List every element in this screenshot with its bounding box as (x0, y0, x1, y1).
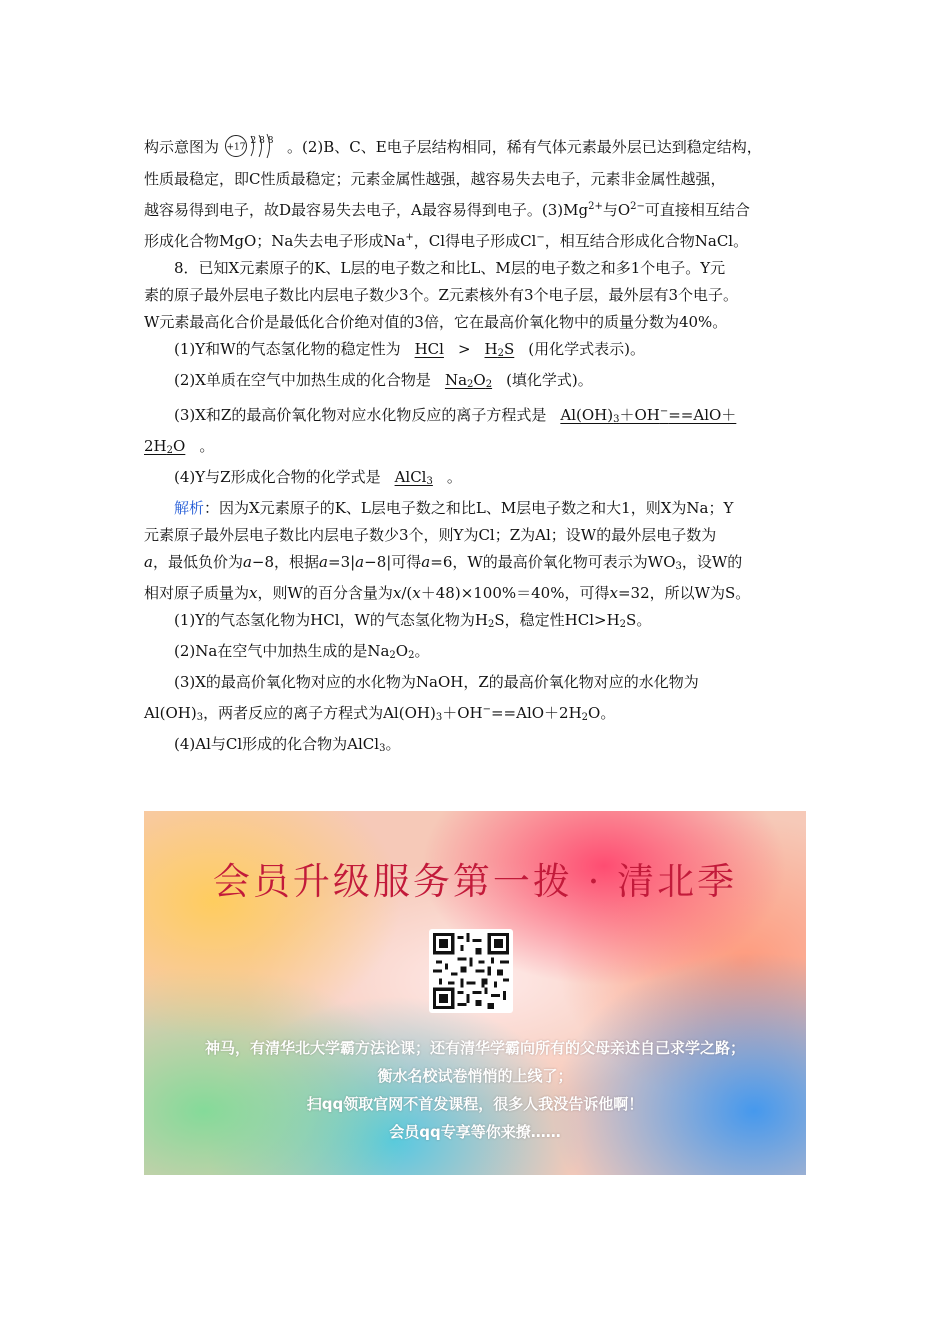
subquestion-1 (144, 336, 816, 367)
paragraph-line: 性质最稳定，即C性质最稳定；元素金属性越强，越容易失去电子，元素非金属性越强， (144, 170, 726, 188)
promo-banner[interactable] (144, 811, 806, 1175)
superscript: 2− (630, 201, 645, 212)
superscript: − (536, 232, 545, 243)
banner-title: 会员升级服务第一拨 · 清北季 (212, 860, 738, 903)
explanation-item-1: (1)Y的气态氢化物为HCl，W的气态氢化物为$H_2S$，稳定性$HCl>H_2S$。 (174, 611, 652, 630)
answer-blank: $Al(OH)_3+OH^-==AlO+$ (560, 406, 737, 425)
text: (用化学式表示)。 (528, 340, 645, 358)
explanation-item-4: (4)Al与Cl形成的化合物为AlCl$_3$。 (174, 735, 401, 754)
text: 越容易得到电子，故D最容易失去电子，A最容易得到电子。 (144, 201, 542, 219)
subquestion-3-cont (144, 433, 816, 464)
paragraph-line (144, 193, 816, 224)
text: (3)X和Z的最高价氧化物对应水化物反应的离子方程式是 (174, 406, 547, 424)
shell-electrons: 2 8 8 (250, 136, 274, 146)
text: 构示意图为 (144, 138, 220, 156)
text: 。 (199, 437, 215, 455)
nucleus-label: +17 (226, 142, 246, 153)
text: (1)Y和W的气态氢化物的稳定性为 (174, 340, 401, 358)
text: ，相互结合形成化合物NaCl。 (544, 232, 749, 250)
text: 。 (446, 468, 462, 486)
explanation-line (144, 495, 816, 522)
answer-blank: $Na_2O_2$ (444, 371, 493, 390)
text: ，Cl得电子形成Cl (413, 232, 537, 250)
answer-blank: HCl (414, 340, 444, 358)
banner-line: 扫qq领取官网不首发课程，很多人我没告诉他啊！ (306, 1095, 644, 1113)
text: (2)X单质在空气中加热生成的化合物是 (174, 371, 431, 389)
explanation-line: 相对原子质量为x，则W的百分含量为x/(x＋48)×100%＝40%，可得x=32，所以W为S。 (144, 584, 751, 602)
explanation-item-3-cont: $Al(OH)_3$，两者反应的离子方程式为$Al(OH)_3+OH^-==AlO+2H_2O$。 (144, 704, 616, 723)
question-8-line: 8．已知X元素原子的K、L层的电子数之和比L、M层的电子数之和多1个电子。Y元 (174, 259, 726, 277)
paragraph-line (144, 130, 816, 166)
text: 。(2)B、C、E电子层结构相同，稀有气体元素最外层已达到稳定结构， (287, 138, 762, 156)
explanation-line: 元素原子最外层电子数比内层电子数少3个，则Y为Cl；Z为Al；设W的最外层电子数为 (144, 526, 717, 544)
text: 可直接相互结合 (644, 201, 750, 219)
explanation-item-2: (2)Na在空气中加热生成的是$Na_2O_2$。 (174, 642, 430, 661)
text: 与O (602, 201, 631, 219)
explanation-label: 解析 (174, 499, 205, 517)
atom-structure-diagram (223, 130, 283, 166)
paragraph-line (144, 224, 816, 255)
document-body (144, 130, 816, 762)
banner-description (144, 1034, 806, 1146)
text: 形成化合物MgO；Na失去电子形成Na (144, 232, 406, 250)
text: (3)Mg (541, 201, 589, 219)
question-8-line: 素的原子最外层电子数比内层电子数少3个。Z元素核外有3个电子层，最外层有3个电子。 (144, 286, 739, 304)
question-8-line: W元素最高化合价是最低化合价绝对值的3倍，它在最高价氧化物中的质量分数为40%。 (144, 313, 728, 331)
subquestion-4 (144, 464, 816, 495)
text: (填化学式)。 (506, 371, 593, 389)
subquestion-2 (144, 367, 816, 398)
answer-blank: $2H_2O$ (144, 437, 186, 456)
text: ：因为X元素原子的K、L层电子数之和比L、M层电子数之和大1，则X为Na；Y (204, 499, 734, 517)
superscript: + (405, 232, 414, 243)
qr-code[interactable] (429, 929, 513, 1013)
explanation-line: a，最低负价为a−8，根据a=3|a−8|可得a=6，W的最高价氧化物可表示为$WO_3$，设W的 (144, 553, 743, 572)
explanation-item-3: (3)X的最高价氧化物对应的水化物为NaOH，Z的最高价氧化物对应的水化物为 (174, 673, 699, 691)
answer-blank: $H_2S$ (484, 340, 515, 359)
qr-code-image (433, 933, 509, 1009)
banner-line: 神马，有清华北大学霸方法论课；还有清华学霸向所有的父母亲述自己求学之路； (204, 1039, 745, 1057)
text: > (457, 340, 471, 358)
banner-line: 会员qq专享等你来撩…… (389, 1123, 561, 1141)
answer-blank: AlCl$_3$ (394, 468, 433, 487)
text: (4)Y与Z形成化合物的化学式是 (174, 468, 381, 486)
superscript: 2+ (588, 201, 603, 212)
banner-line: 衡水名校试卷悄悄的上线了； (377, 1067, 573, 1085)
subquestion-3 (144, 398, 816, 433)
